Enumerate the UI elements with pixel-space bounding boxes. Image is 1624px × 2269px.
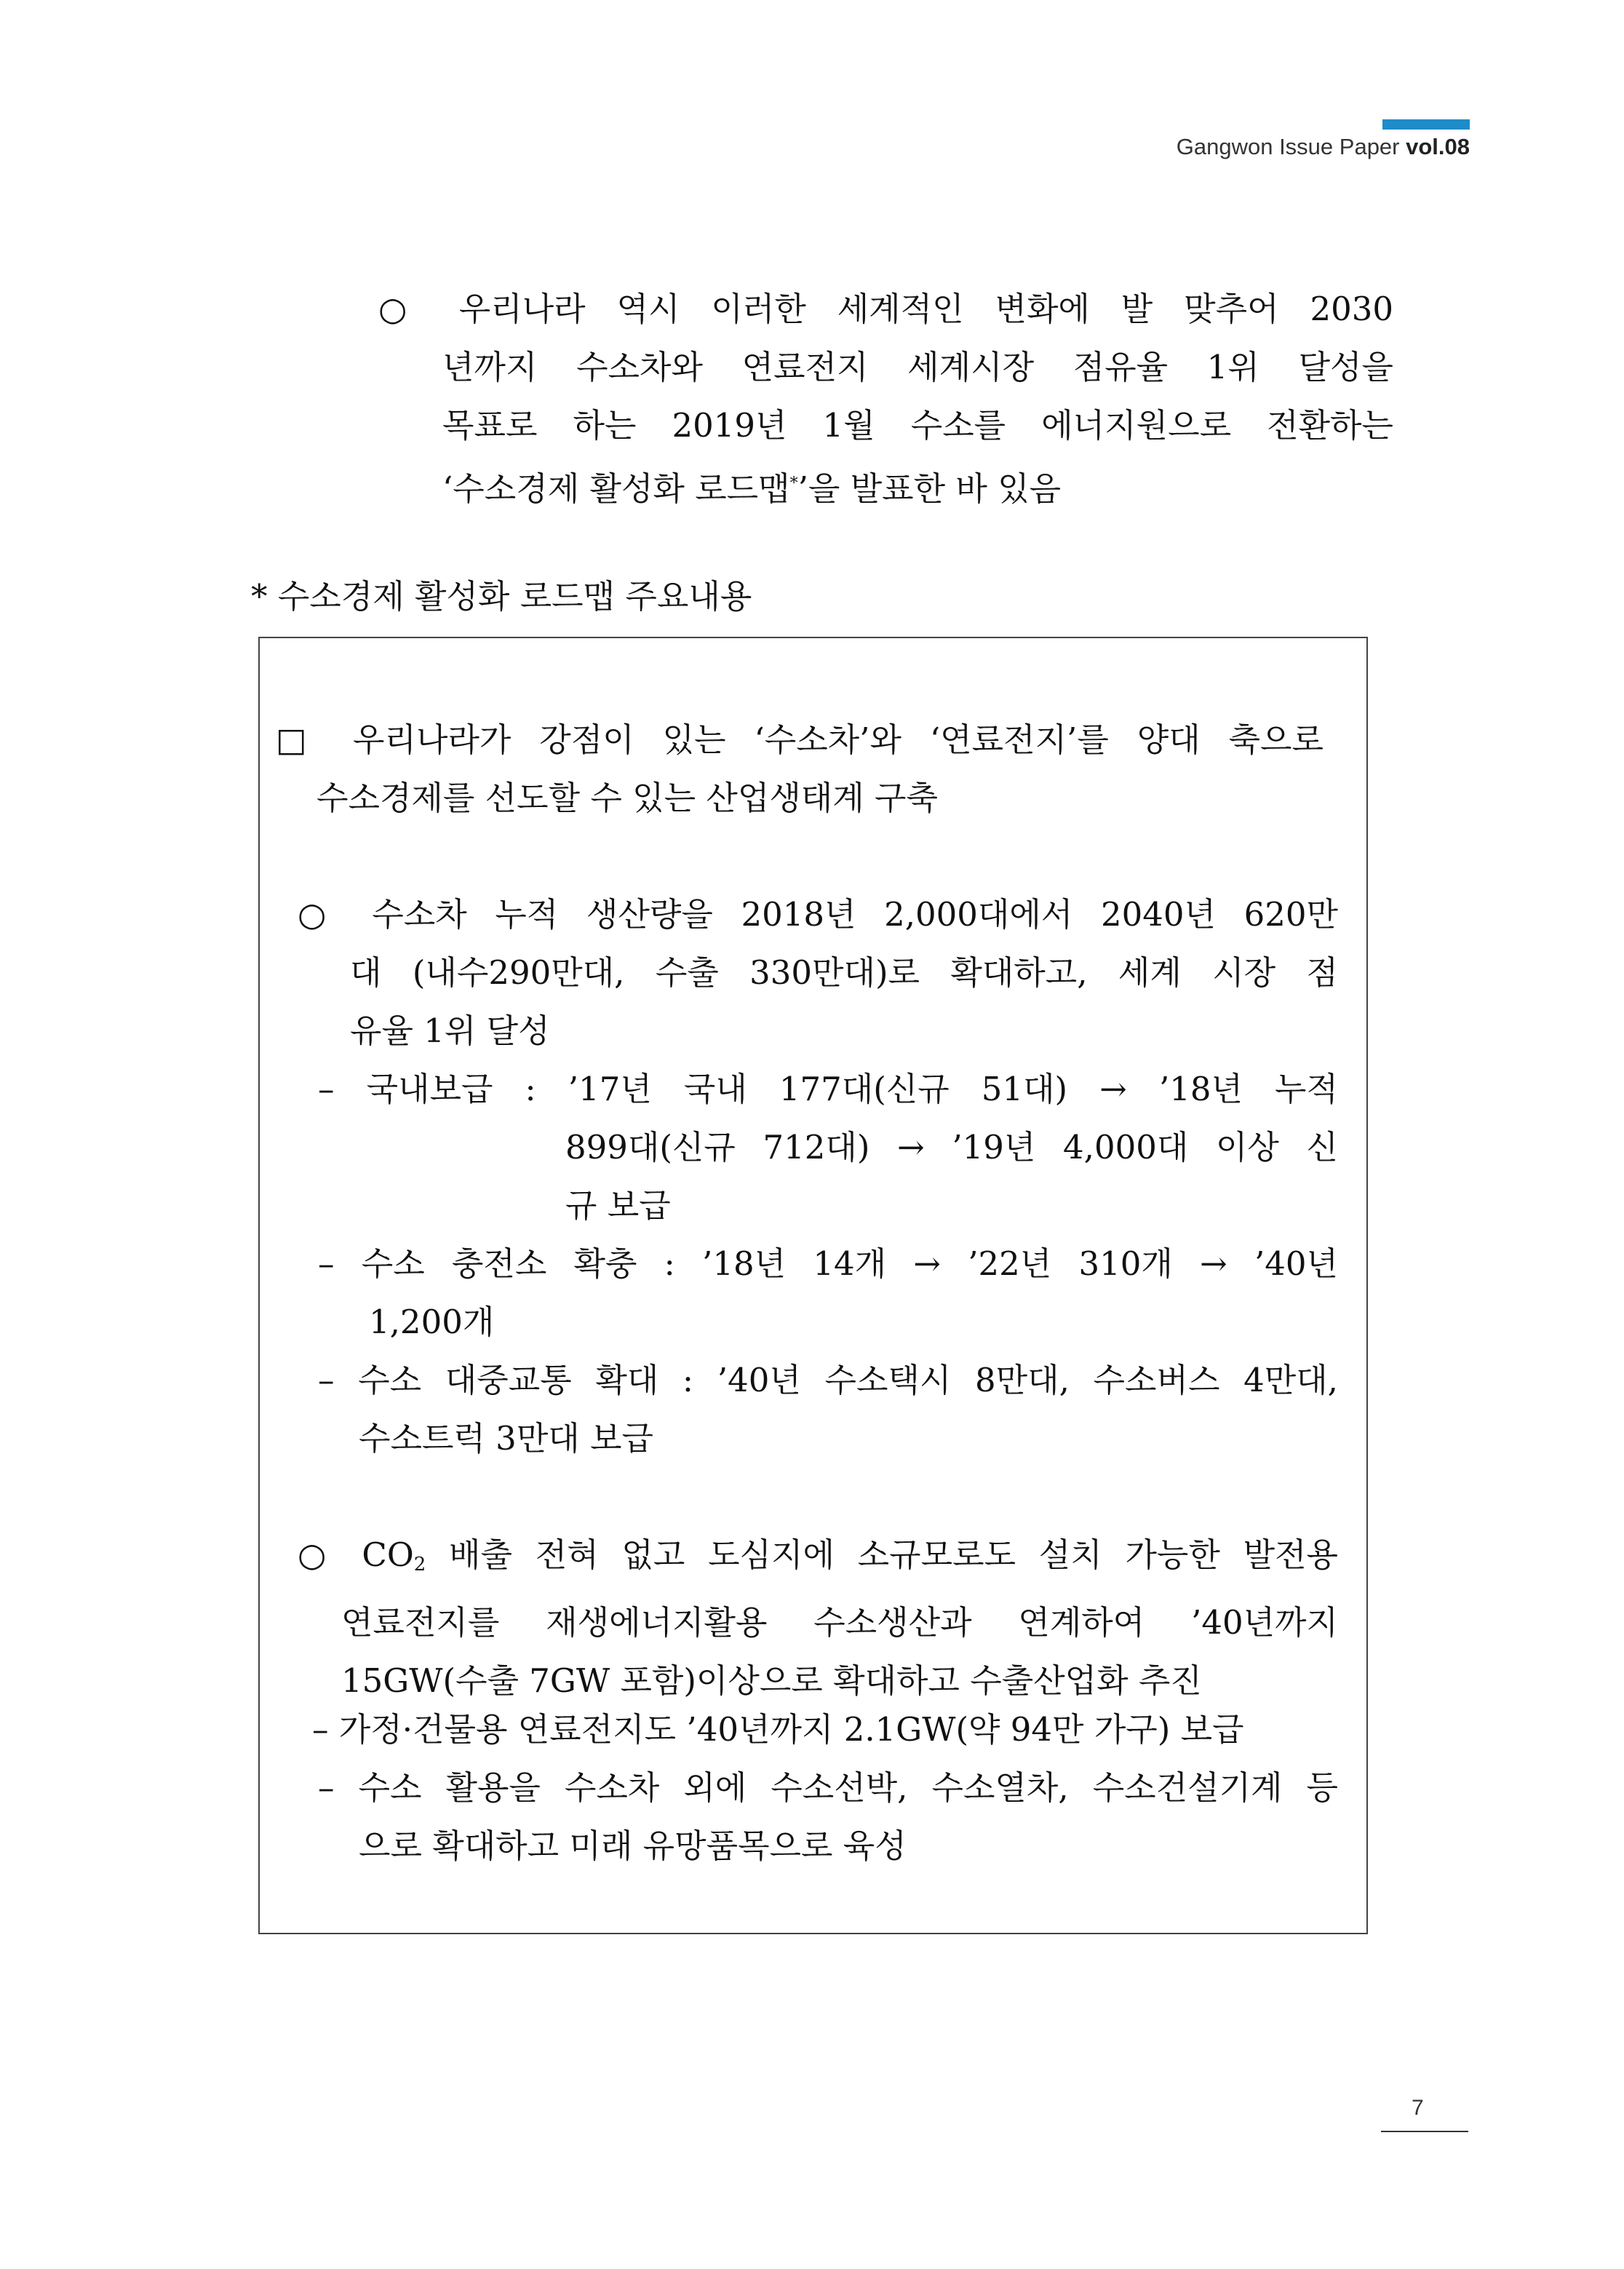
detail-domestic-supply: [318, 1060, 1338, 1235]
fuel-cell-section: [298, 1526, 1338, 1710]
co2-text: ○ CO: [298, 1535, 414, 1574]
intro-text: ’을 발표한 바 있음: [797, 469, 1062, 508]
detail-line: 899대(신규 712대) → ’19년 4,000대 이상 신: [565, 1128, 1338, 1167]
detail-hydrogen-uses: [318, 1759, 1338, 1875]
detail-line: 규 보급: [565, 1186, 671, 1225]
detail-line: – 국내보급 : ’17년 국내 177대(신규 51대) → ’18년 누적: [318, 1070, 1338, 1108]
detail-charging-stations: [318, 1235, 1338, 1351]
intro-line: 년까지 수소차와 연료전지 세계시장 점유율 1위 달성을: [442, 348, 1393, 386]
section-line: 15GW(수출 7GW 포함)이상으로 확대하고 수출산업화 추진: [341, 1661, 1202, 1700]
section-text: 배출 전혀 없고 도심지에 소규모로도 설치 가능한 발전용: [426, 1535, 1338, 1574]
detail-line: – 수소 대중교통 확대 : ’40년 수소택시 8만대, 수소버스 4만대,: [318, 1361, 1338, 1399]
footnote-mark: *: [789, 474, 798, 493]
detail-line: 으로 확대하고 미래 유망품목으로 육성: [359, 1827, 907, 1865]
detail-line: 1,200개: [369, 1303, 495, 1341]
volume-label: vol.08: [1406, 134, 1470, 159]
detail-line: 수소트럭 3만대 보급: [359, 1419, 653, 1458]
section-line: 유율 1위 달성: [350, 1012, 550, 1050]
hydrogen-car-section: [298, 886, 1338, 1060]
section-line: 대 (내수290만대, 수출 330만대)로 확대하고, 세계 시장 점: [350, 953, 1338, 992]
intro-line: 목표로 하는 2019년 1월 수소를 에너지원으로 전환하는: [442, 406, 1393, 445]
detail-line: – 수소 활용을 수소차 외에 수소선박, 수소열차, 수소건설기계 등: [318, 1768, 1338, 1807]
co2-subscript: 2: [413, 1554, 426, 1575]
heading-line: 수소경제를 선도할 수 있는 산업생태계 구축: [317, 779, 938, 817]
detail-public-transport: [318, 1351, 1338, 1468]
intro-line: [378, 455, 1393, 518]
box-heading: [276, 711, 1324, 827]
intro-line: ○ 우리나라 역시 이러한 세계적인 변화에 발 맞추어 2030: [378, 290, 1393, 328]
series-title: Gangwon Issue Paper: [1176, 134, 1406, 159]
roadmap-note-title: * 수소경제 활성화 로드맵 주요내용: [251, 577, 752, 616]
roadmap-summary-box: [258, 637, 1368, 1934]
running-header: [1177, 134, 1470, 160]
intro-text: ‘수소경제 활성화 로드맵: [442, 469, 790, 508]
section-line: [298, 1526, 1338, 1594]
detail-line: – 수소 충전소 확충 : ’18년 14개 → ’22년 310개 → ’40년: [318, 1244, 1338, 1283]
page-number: 7: [1412, 2096, 1424, 2120]
intro-paragraph: [378, 280, 1393, 518]
header-accent-bar: [1382, 119, 1470, 130]
detail-line: – 가정·건물용 연료전지도 ’40년까지 2.1GW(약 94만 가구) 보급: [312, 1710, 1244, 1749]
section-line: ○ 수소차 누적 생산량을 2018년 2,000대에서 2040년 620만: [298, 895, 1338, 934]
heading-line: □ 우리나라가 강점이 있는 ‘수소차’와 ‘연료전지’를 양대 축으로: [276, 720, 1324, 759]
detail-home-fuel-cells: [312, 1701, 1338, 1759]
section-line: 연료전지를 재생에너지활용 수소생산과 연계하여 ’40년까지: [341, 1603, 1338, 1642]
page-number-rule: [1381, 2131, 1468, 2132]
